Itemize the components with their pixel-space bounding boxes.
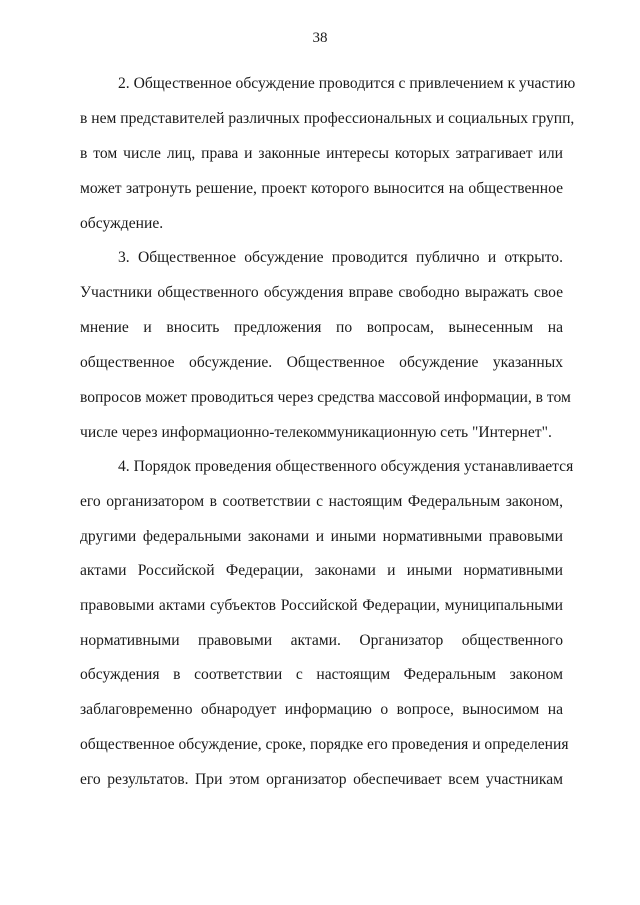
page-number: 38	[312, 30, 328, 46]
text-line: обсуждения в соответствии с настоящим Федеральным законом	[80, 666, 563, 683]
text-line: в том числе лиц, права и законные интересы которых затрагивает или	[80, 145, 563, 162]
text-line: правовыми актами субъектов Российской Федерации, муниципальными	[80, 597, 563, 614]
text-line: 3. Общественное обсуждение проводится публично и открыто.	[118, 249, 563, 266]
text-line: его результатов. При этом организатор обеспечивает всем участникам	[80, 771, 563, 788]
text-line: другими федеральными законами и иными нормативными правовыми	[80, 528, 563, 545]
text-line: общественное обсуждение, сроке, порядке его проведения и определения	[80, 736, 569, 753]
text-line: мнение и вносить предложения по вопросам, вынесенным на	[80, 319, 563, 336]
text-line: может затронуть решение, проект которого выносится на общественное	[80, 180, 563, 197]
text-line: нормативными правовыми актами. Организатор общественного	[80, 632, 563, 649]
text-line: его организатором в соответствии с настоящим Федеральным законом,	[80, 493, 563, 510]
text-line: общественное обсуждение. Общественное обсуждение указанных	[80, 354, 563, 371]
text-line: заблаговременно обнародует информацию о вопросе, выносимом на	[80, 701, 563, 718]
text-line: вопросов может проводиться через средства массовой информации, в том	[80, 389, 571, 406]
text-line: Участники общественного обсуждения вправе свободно выражать свое	[80, 284, 563, 301]
text-line: в нем представителей различных профессиональных и социальных групп,	[80, 110, 575, 127]
text-line: 4. Порядок проведения общественного обсуждения устанавливается	[118, 458, 574, 475]
text-line: 2. Общественное обсуждение проводится с привлечением к участию	[118, 75, 576, 92]
text-line: обсуждение.	[80, 215, 164, 232]
text-line: актами Российской Федерации, законами и иными нормативными	[80, 562, 563, 579]
text-line: числе через информационно-телекоммуникационную сеть "Интернет".	[80, 424, 552, 441]
